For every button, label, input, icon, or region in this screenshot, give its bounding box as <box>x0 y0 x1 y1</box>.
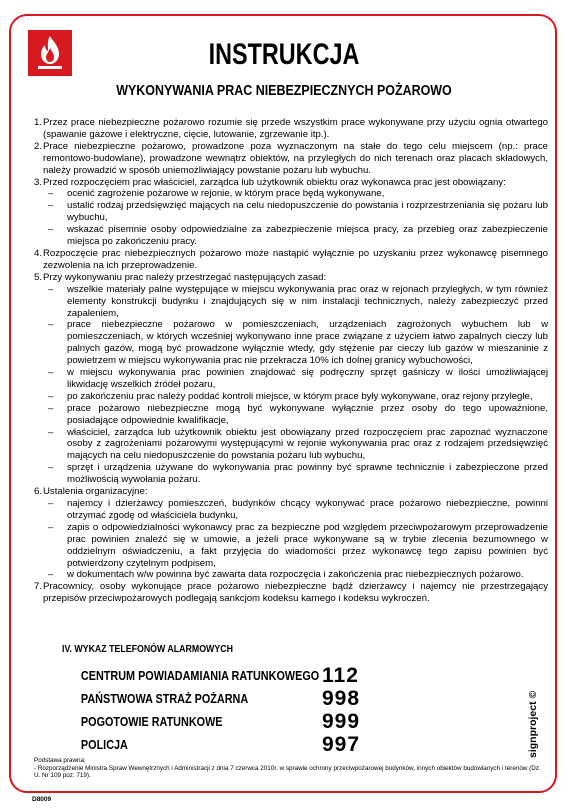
legal-text: - Rozporządzenie Ministra Spraw Wewnętrznych i Administracji z dnia 7 czerwca 2010r. w sprawie ochrony przeciwpożarowej budynków, innych obiektów budowlanych i terenów (Dz. U. Nr 109 poz. 719). <box>34 764 541 780</box>
legal-basis <box>34 757 544 780</box>
sub-list-item: – zapis o odpowiedzialności wykonawcy prac za bezpieczne pod względem przeciwpożarowym przeprowadzenie prac powinien znaleźć się w umowie, a jeżeli prace wykonywane są w trybie zlecenia bezumownego w oddzielnym oświadczeniu, a fakt przyjęcia do wiadomości przez wykonawcę tego zapisu powinien być potwierdzony czytelnym podpisem, <box>48 521 548 569</box>
phone-name: POGOTOWIE RATUNKOWE <box>80 714 223 729</box>
page-title: INSTRUKCJA <box>208 38 360 71</box>
list-item: 6. Ustalenia organizacyjne: <box>34 486 148 498</box>
sub-list-item: – po zakończeniu prac należy poddać kontroli miejsce, w którym prace były wykonywane, oraz rejony przyległe, <box>48 390 533 402</box>
phone-number: 112 <box>322 663 359 687</box>
sub-list-item: – wskazać pisemnie osoby odpowiedzialne za zabezpieczenie miejsca pracy, za przebieg oraz zabezpieczenie miejsca po zakończeniu pracy. <box>48 224 548 248</box>
sub-list-item: – prace pożarowo niebezpieczne mogą być wykonywane wyłącznie przez osoby do tego upoważnione, posiadające odpowiednie kwalifikacje, <box>48 402 548 426</box>
sub-list-item: – ustalić rodzaj przedsięwzięć mających na celu niedopuszczenie do powstania i rozprzestrzeniania się pożaru lub wybuchu, <box>48 200 548 224</box>
sub-list-item: – wszelkie materiały palne występujące w miejscu wykonywania prac oraz w rejonach przyległych, w tym również elementy konstrukcji budynku i znajdujących się w nim instalacji technicznych, należy zabezpieczyć przed zapaleniem, <box>48 283 548 319</box>
phone-row <box>62 710 402 733</box>
instruction-list <box>34 117 548 605</box>
phone-name: POLICJA <box>80 737 128 752</box>
phone-row <box>62 664 402 687</box>
list-item: 3. Przed rozpoczęciem prac właściciel, zarządca lub użytkownik obiektu oraz wykonawca prac jest obowiązany: <box>34 176 506 188</box>
emergency-phones <box>62 644 402 756</box>
list-item: 7. Pracownicy, osoby wykonujące prace pożarowo niebezpieczne bądź dzierżawcy i najemcy nie przestrzegający przepisów przeciwpożarowych podlegają sankcjom kodeksu karnego i kodeksu wykroczeń. <box>34 581 548 605</box>
list-item: 4. Rozpoczęcie prac niebezpiecznych pożarowo może nastąpić wyłącznie po uzyskaniu przez wykonawcę pisemnego zezwolenia na ich przeprowadzenie. <box>34 247 548 271</box>
phones-heading: IV. WYKAZ TELEFONÓW ALARMOWYCH <box>62 644 233 655</box>
phone-name: PAŃSTWOWA STRAŻ POŻARNA <box>80 691 249 706</box>
phone-number: 997 <box>322 732 361 756</box>
list-item: 2. Prace niebezpieczne pożarowo, prowadzone poza wyznaczonym na stałe do tego celu miejscem (np.: prace remontowo-budowlane), prowadzone wewnątrz obiektów, na przyległych do nich terenach oraz placach składowych, należy prowadzić w sposób uniemożliwiający powstanie pożaru lub wybuchu. <box>34 140 548 176</box>
sub-list-item: – właściciel, zarządca lub użytkownik obiektu jest obowiązany przed rozpoczęciem prac zapoznać wyznaczone osoby z zagrożeniami pożarowymi występującymi w rejonie wykonywania prac oraz z rodzajem przedsięwzięć mających na celu niedopuszczenie do powstania pożaru lub wybuchu, <box>48 426 548 462</box>
sub-list-item: – w miejscu wykonywania prac powinien znajdować się podręczny sprzęt gaśniczy w ilości umożliwiającej likwidację wszelkich źródeł pożaru, <box>48 367 548 390</box>
sub-list-item: – prace niebezpieczne pożarowo w pomieszczeniach, urządzeniach zagrożonych wybuchem lub w pomieszczeniach, w których wcześniej wykonywano inne prace związane z użyciem łatwo zapalnych cieczy lub palnych gazów, mogą być prowadzone wyłącznie wtedy, gdy stężenie par cieczy lub gazów w mieszaninie z powietrzem w miejscu wykonywania prac nie przekracza 10% ich dolnej granicy wybuchowości, <box>48 319 548 367</box>
phone-number: 999 <box>322 709 361 733</box>
sub-list-item: – sprzęt i urządzenia używane do wykonywania prac powinny być sprawne technicznie i zabezpieczone przed możliwością wywołania pożaru. <box>48 462 548 486</box>
phone-name: CENTRUM POWIADAMIANIA RATUNKOWEGO <box>80 668 320 683</box>
list-item: 1. Przez prace niebezpieczne pożarowo rozumie się przede wszystkim prace wykonywane przy użyciu ognia otwartego (spawanie gazowe i elektryczne, cięcie, lutowanie, zgrzewanie itp.). <box>34 117 548 140</box>
sub-list-item: – w dokumentach w/w powinna być zawarta data rozpoczęcia i zakończenia prac niebezpiecznych pożarowo. <box>48 569 524 581</box>
sub-list-item: – ocenić zagrożenie pożarowe w rejonie, w którym prace będą wykonywane, <box>48 188 385 200</box>
brand-label: signproject © <box>527 690 539 758</box>
sub-list-item: – najemcy i dzierżawcy pomieszczeń, budynków chcący wykonywać prace pożarowo niebezpieczne, powinni otrzymać zgodę od właściciela budynku, <box>48 498 548 521</box>
phone-row <box>62 733 402 756</box>
phone-row <box>62 687 402 710</box>
phone-number: 998 <box>322 686 361 710</box>
list-item: 5. Przy wykonywaniu prac należy przestrzegać następujących zasad: <box>34 271 327 283</box>
page-subtitle: WYKONYWANIA PRAC NIEBEZPIECZNYCH POŻAROWO <box>116 83 452 99</box>
legal-label: Podstawa prawna: <box>34 757 86 764</box>
product-code: D8009 <box>32 796 52 803</box>
